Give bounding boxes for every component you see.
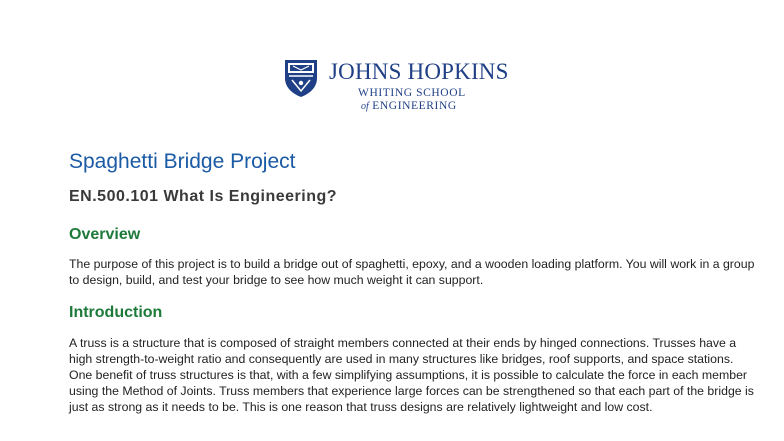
logo-engineering bbox=[361, 100, 457, 112]
section-heading-introduction: Introduction bbox=[69, 304, 163, 321]
section-heading-overview: Overview bbox=[69, 226, 141, 243]
introduction-paragraph: A truss is a structure that is composed of straight members connected at their ends by hinged connections. Trusses have a high strength-to-weight ratio and consequently are used in many structures like bridges, roof supports, and space stations. One benefit of truss structures is that, with a few simplifying assumptions, it is possible to calculate the force in each member using the Method of Joints. Truss members that experience large forces can be strengthened so that each part of the bridge is just as strong as it needs to be. This is one reason that truss designs are relatively lightweight and low cost. bbox=[69, 336, 754, 414]
course-title: EN.500.101 What Is Engineering? bbox=[69, 188, 338, 205]
university-shield-icon bbox=[283, 58, 319, 98]
logo-title: JOHNS HOPKINS bbox=[329, 59, 509, 84]
logo-of: of bbox=[361, 101, 369, 112]
logo-engineering-word: ENGINEERING bbox=[372, 100, 457, 112]
page-title: Spaghetti Bridge Project bbox=[69, 150, 296, 173]
logo-school: WHITING SCHOOL bbox=[358, 87, 466, 99]
overview-paragraph: The purpose of this project is to build a bridge out of spaghetti, epoxy, and a wooden loading platform. You will work in a group to design, build, and test your bridge to see how much weight it can support. bbox=[69, 257, 755, 287]
